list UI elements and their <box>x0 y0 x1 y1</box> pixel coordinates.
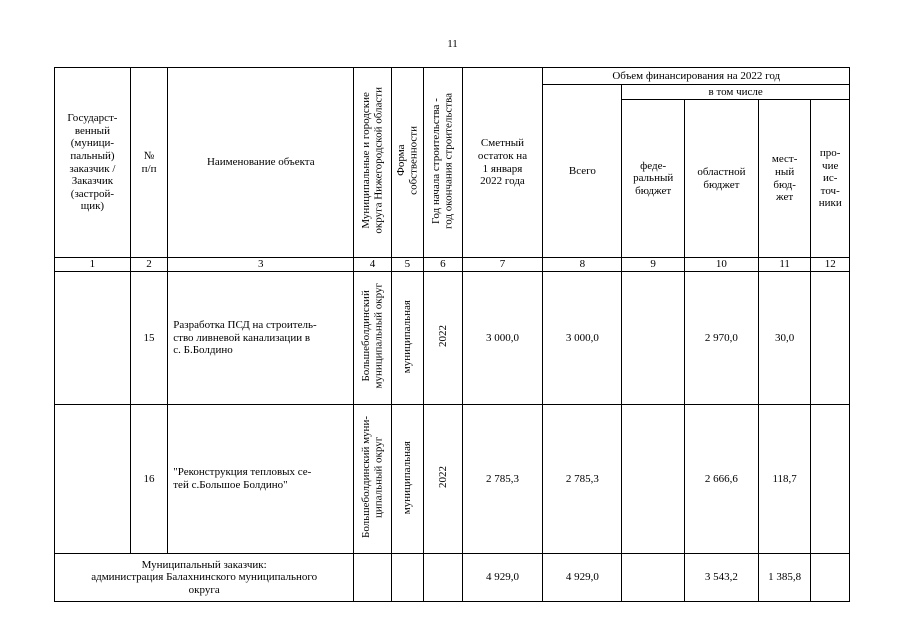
header-regional: областной бюджет <box>685 100 759 258</box>
summary-ownership <box>391 554 423 602</box>
summary-year <box>424 554 462 602</box>
financing-table <box>54 67 850 602</box>
column-number: 4 <box>354 258 391 272</box>
header-number: № п/п <box>130 68 167 258</box>
summary-other <box>811 554 850 602</box>
row-federal <box>622 405 685 554</box>
row-regional: 2 666,6 <box>685 405 759 554</box>
row-remaining: 3 000,0 <box>462 272 543 405</box>
row-year: 2022 <box>424 405 462 554</box>
summary-remaining: 4 929,0 <box>462 554 543 602</box>
summary-local: 1 385,8 <box>758 554 811 602</box>
table-row <box>55 405 850 554</box>
header-federal: феде- ральный бюджет <box>622 100 685 258</box>
row-total: 2 785,3 <box>543 405 622 554</box>
column-number: 8 <box>543 258 622 272</box>
header-total: Всего <box>543 85 622 258</box>
row-federal <box>622 272 685 405</box>
row-ownership: муниципальная <box>391 272 423 405</box>
header-local: мест- ный бюд- жет <box>758 100 811 258</box>
row-number: 15 <box>130 272 167 405</box>
column-number: 10 <box>685 258 759 272</box>
row-object-name: "Реконструкция тепловых се- тей с.Большое Болдино" <box>168 405 354 554</box>
row-ownership: муниципальная <box>391 405 423 554</box>
row-remaining: 2 785,3 <box>462 405 543 554</box>
column-number: 5 <box>391 258 423 272</box>
column-number-row <box>55 258 850 272</box>
column-number: 2 <box>130 258 167 272</box>
summary-row <box>55 554 850 602</box>
row-total: 3 000,0 <box>543 272 622 405</box>
column-number: 12 <box>811 258 850 272</box>
row-local: 118,7 <box>758 405 811 554</box>
row-district: Большеболдинский муниципальный округ <box>354 272 391 405</box>
column-number: 9 <box>622 258 685 272</box>
row-district: Большеболдинский муни- ципальный округ <box>354 405 391 554</box>
summary-regional: 3 543,2 <box>685 554 759 602</box>
header-years: Год начала строительства - год окончания строительства <box>424 68 462 258</box>
header-funding: Объем финансирования на 2022 год <box>543 68 850 85</box>
column-number: 6 <box>424 258 462 272</box>
table-row <box>55 272 850 405</box>
header-including: в том числе <box>622 85 850 100</box>
row-other <box>811 405 850 554</box>
row-regional: 2 970,0 <box>685 272 759 405</box>
summary-federal <box>622 554 685 602</box>
summary-district <box>354 554 391 602</box>
page-number: 11 <box>447 38 458 50</box>
row-local: 30,0 <box>758 272 811 405</box>
column-number: 3 <box>168 258 354 272</box>
header-customer: Государст- венный (муници- пальный) заказчик / Заказчик (застрой- щик) <box>55 68 131 258</box>
summary-label: Муниципальный заказчик: администрация Балахнинского муниципального округа <box>55 554 354 602</box>
row-year: 2022 <box>424 272 462 405</box>
header-district: Муниципальные и городские округа Нижегородской области <box>354 68 391 258</box>
row-object-name: Разработка ПСД на строитель- ство ливневой канализации в с. Б.Болдино <box>168 272 354 405</box>
row-customer-cell <box>55 272 131 405</box>
header-ownership: Форма собственности <box>391 68 423 258</box>
header-other: про- чие ис- точ- ники <box>811 100 850 258</box>
column-number: 11 <box>758 258 811 272</box>
header-remaining: Сметный остаток на 1 января 2022 года <box>462 68 543 258</box>
header-name: Наименование объекта <box>168 68 354 258</box>
row-other <box>811 272 850 405</box>
row-number: 16 <box>130 405 167 554</box>
summary-total: 4 929,0 <box>543 554 622 602</box>
row-customer-cell <box>55 405 131 554</box>
column-number: 7 <box>462 258 543 272</box>
column-number: 1 <box>55 258 131 272</box>
